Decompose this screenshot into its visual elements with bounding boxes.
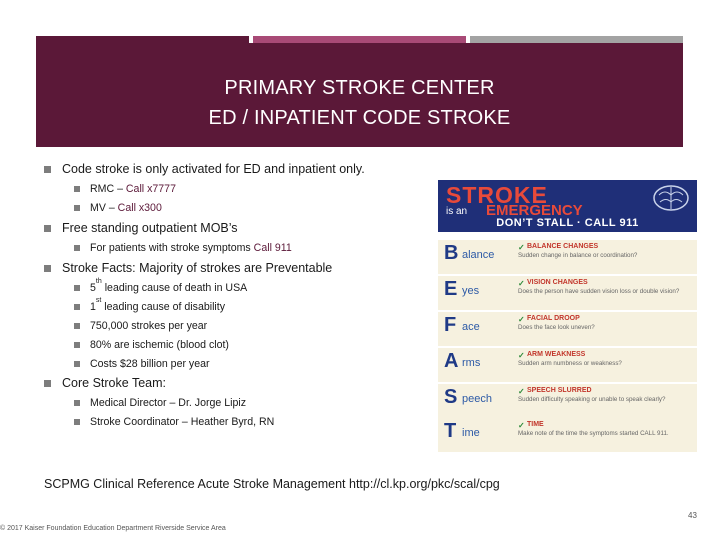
- square-bullet-icon: [74, 205, 80, 211]
- banner-emergency-word: EMERGENCY: [486, 202, 583, 219]
- square-bullet-icon: [74, 342, 80, 348]
- brain-icon: [651, 183, 691, 213]
- sub-bullet-mv: MV – Call x300: [74, 201, 424, 215]
- bullet-stroke-facts: Stroke Facts: Majority of strokes are Preventable: [44, 261, 424, 276]
- sub-bullet-fact-death: 5th leading cause of death in USA: [74, 281, 424, 295]
- footer-copyright: © 2017 Kaiser Foundation Education Department Riverside Service Area: [0, 525, 226, 532]
- be-fast-row-face: F ace ✓ FACIAL DROOP Does the face look uneven?: [438, 312, 697, 346]
- be-fast-row-balance: B alance ✓ BALANCE CHANGES Sudden change in balance or coordination?: [438, 240, 697, 274]
- square-bullet-icon: [74, 400, 80, 406]
- check-icon: ✓: [518, 421, 525, 430]
- top-accent-bar-gray: [470, 36, 683, 43]
- sub-bullet-stroke-coordinator: Stroke Coordinator – Heather Byrd, RN: [74, 415, 424, 429]
- square-bullet-icon: [74, 419, 80, 425]
- be-fast-row-time: T ime ✓ TIME Make note of the time the symptoms started CALL 911.: [438, 418, 697, 452]
- sub-bullet-fact-count: 750,000 strokes per year: [74, 319, 424, 333]
- stroke-emergency-banner: [438, 180, 697, 232]
- bullet-core-team: Core Stroke Team:: [44, 376, 424, 391]
- bullet-code-stroke: Code stroke is only activated for ED and inpatient only.: [44, 162, 424, 177]
- top-accent-bar-plum: [36, 36, 249, 43]
- be-fast-row-speech: S peech ✓ SPEECH SLURRED Sudden difficulty speaking or unable to speak clearly?: [438, 384, 697, 418]
- title-band: [36, 43, 683, 147]
- sub-bullet-fact-cost: Costs $28 billion per year: [74, 357, 424, 371]
- square-bullet-icon: [74, 323, 80, 329]
- sub-bullet-call-911: For patients with stroke symptoms Call 911: [74, 241, 424, 255]
- banner-call-911: DON’T STALL · CALL 911: [496, 217, 639, 229]
- square-bullet-icon: [74, 304, 80, 310]
- sub-bullet-medical-director: Medical Director – Dr. Jorge Lipiz: [74, 396, 424, 410]
- check-icon: ✓: [518, 279, 525, 288]
- sub-bullet-fact-ischemic: 80% are ischemic (blood clot): [74, 338, 424, 352]
- square-bullet-icon: [44, 380, 51, 387]
- check-icon: ✓: [518, 387, 525, 396]
- check-icon: ✓: [518, 243, 525, 252]
- square-bullet-icon: [74, 285, 80, 291]
- square-bullet-icon: [44, 225, 51, 232]
- check-icon: ✓: [518, 351, 525, 360]
- square-bullet-icon: [74, 361, 80, 367]
- top-accent-bar-pink: [253, 36, 466, 43]
- sub-bullet-rmc: RMC – Call x7777: [74, 182, 424, 196]
- slide-title-line-2: ED / INPATIENT CODE STROKE: [208, 107, 511, 129]
- square-bullet-icon: [44, 166, 51, 173]
- square-bullet-icon: [74, 245, 80, 251]
- bullet-list: [44, 162, 424, 429]
- banner-is-an: is an: [446, 206, 468, 217]
- be-fast-row-eyes: E yes ✓ VISION CHANGES Does the person have sudden vision loss or double vision?: [438, 276, 697, 310]
- page-number: 43: [688, 511, 697, 520]
- check-icon: ✓: [518, 315, 525, 324]
- sub-bullet-fact-disability: 1st leading cause of disability: [74, 300, 424, 314]
- slide-title-line-1: PRIMARY STROKE CENTER: [224, 77, 495, 99]
- banner-stroke-word: STROKE: [446, 182, 548, 208]
- be-fast-stroke-graphic: [438, 180, 697, 452]
- bullet-outpatient: Free standing outpatient MOB’s: [44, 221, 424, 236]
- square-bullet-icon: [44, 265, 51, 272]
- square-bullet-icon: [74, 186, 80, 192]
- clinical-reference-link[interactable]: SCPMG Clinical Reference Acute Stroke Management http://cl.kp.org/pkc/scal/cpg: [44, 477, 500, 491]
- be-fast-row-arms: A rms ✓ ARM WEAKNESS Sudden arm numbness or weakness?: [438, 348, 697, 382]
